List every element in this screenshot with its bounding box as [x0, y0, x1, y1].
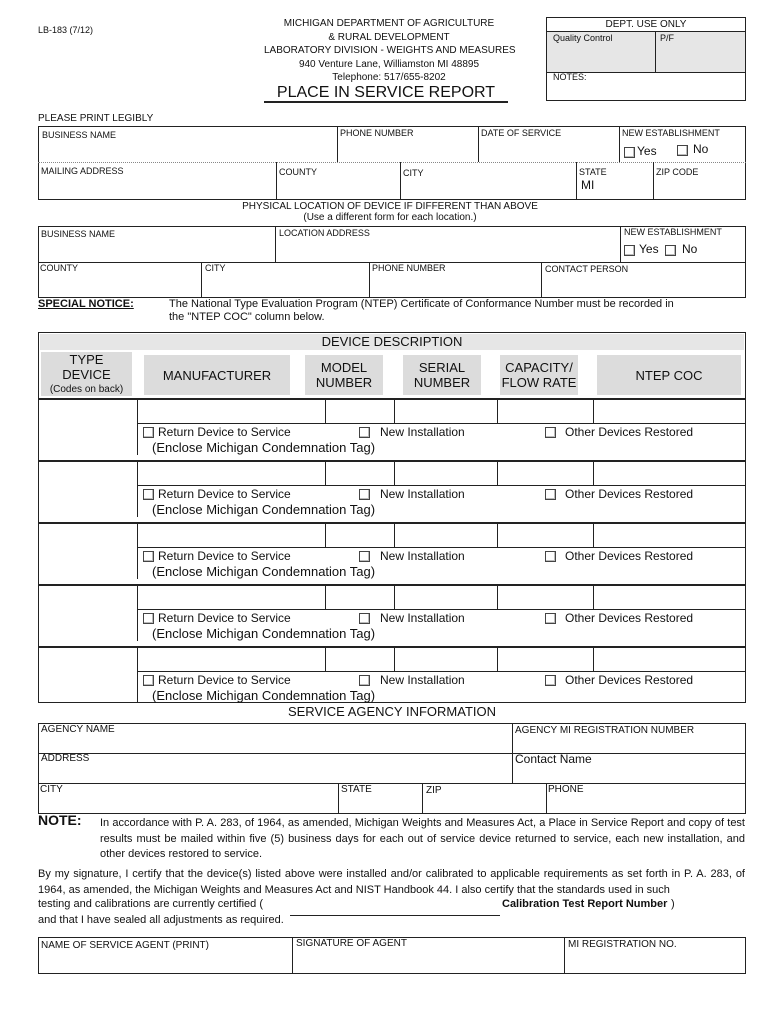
col-capacity-header: CAPACITY/ FLOW RATE — [500, 355, 578, 395]
return-to-service-label: Return Device to Service — [158, 611, 291, 625]
col-type-header — [41, 352, 132, 396]
phys-no-label: No — [682, 242, 698, 256]
sa-state-label: STATE — [341, 784, 372, 795]
phone-number-label: PHONE NUMBER — [340, 128, 414, 138]
other-restored-label: Other Devices Restored — [565, 487, 694, 501]
business-name-label: BUSINESS NAME — [42, 130, 117, 140]
agency-block — [264, 17, 514, 85]
col-manufacturer-header: MANUFACTURER — [144, 355, 290, 395]
new-installation-checkbox[interactable] — [359, 551, 370, 562]
new-installation-label: New Installation — [380, 673, 465, 687]
new-installation-label: New Installation — [380, 611, 465, 625]
agency-line3: LABORATORY DIVISION - WEIGHTS AND MEASURES — [264, 45, 516, 56]
sa-zip-label: ZIP — [426, 785, 442, 796]
mi-reg-label: MI REGISTRATION NO. — [568, 939, 677, 950]
device-row-divider — [38, 398, 746, 400]
yes-label: Yes — [637, 144, 657, 158]
special-notice-line1: The National Type Evaluation Program (NTEP) Certificate of Conformance Number must be recorded in — [169, 298, 674, 310]
note-label: NOTE: — [38, 812, 82, 828]
certify-close-paren: ) — [671, 898, 675, 910]
enclose-tag-label: (Enclose Michigan Condemnation Tag) — [152, 440, 376, 455]
device-row-divider — [38, 584, 746, 586]
return-to-service-checkbox[interactable] — [143, 613, 154, 624]
other-restored-checkbox[interactable] — [545, 551, 556, 562]
agency-line1: MICHIGAN DEPARTMENT OF AGRICULTURE — [283, 18, 495, 29]
other-restored-label: Other Devices Restored — [565, 673, 694, 687]
new-est-no-checkbox[interactable] — [677, 145, 688, 156]
other-restored-checkbox[interactable] — [545, 427, 556, 438]
phys-new-est-yes-checkbox[interactable] — [624, 245, 635, 256]
other-restored-label: Other Devices Restored — [565, 549, 694, 563]
no-label: No — [693, 142, 709, 156]
other-restored-checkbox[interactable] — [545, 675, 556, 686]
return-to-service-label: Return Device to Service — [158, 487, 291, 501]
phys-yes-label: Yes — [639, 242, 659, 256]
phys-city-label: CITY — [205, 263, 226, 273]
new-establishment-label: NEW ESTABLISHMENT — [622, 128, 720, 138]
other-restored-checkbox[interactable] — [545, 489, 556, 500]
signature-label: SIGNATURE OF AGENT — [296, 938, 407, 949]
new-installation-checkbox[interactable] — [359, 613, 370, 624]
state-label: STATE — [579, 167, 607, 177]
note-text: In accordance with P. A. 283, of 1964, as amended, Michigan Weights and Measures Act, a Place in Service Report and copy of test results must be mailed within five (5) business days for each out of service device returned to service, each new installation, and other devices restored to service. — [100, 817, 745, 860]
county-label: COUNTY — [279, 167, 317, 177]
physical-subheading: (Use a different form for each location.) — [303, 212, 477, 223]
special-notice-line2: the "NTEP COC" column below. — [169, 311, 325, 323]
new-installation-label: New Installation — [380, 487, 465, 501]
quality-control-label: Quality Control — [553, 33, 613, 43]
agent-name-label: NAME OF SERVICE AGENT (PRINT) — [41, 940, 209, 951]
special-notice-label: SPECIAL NOTICE: — [38, 298, 134, 310]
state-value: MI — [581, 178, 595, 192]
address-label: ADDRESS — [41, 753, 90, 764]
col-model-header: MODEL NUMBER — [305, 355, 383, 395]
new-installation-checkbox[interactable] — [359, 675, 370, 686]
certify-text: By my signature, I certify that the device(s) listed above were installed and/or calibrated to applicable requirements as set forth in P. A. 283, of 1964, as amended, the Michigan Weights and Measures Act and NIST Handbook 44. I also certify that the standards used in such — [38, 868, 745, 896]
agency-line2: & RURAL DEVELOPMENT — [328, 31, 450, 43]
zip-code-label: ZIP CODE — [656, 167, 699, 177]
notes-label: NOTES: — [553, 72, 587, 82]
calibration-label: Calibration Test Report Number — [502, 898, 668, 910]
new-installation-label: New Installation — [380, 549, 465, 563]
certify-line3: testing and calibrations are currently certified ( — [38, 898, 263, 910]
enclose-tag-label: (Enclose Michigan Condemnation Tag) — [152, 564, 376, 579]
phys-business-name-label: BUSINESS NAME — [41, 229, 116, 239]
return-to-service-checkbox[interactable] — [143, 489, 154, 500]
return-to-service-label: Return Device to Service — [158, 425, 291, 439]
col-type-line3: (Codes on back) — [49, 383, 124, 395]
date-of-service-label: DATE OF SERVICE — [481, 128, 562, 138]
form-id: LB-183 (7/12) — [38, 25, 94, 35]
agency-name-label: AGENCY NAME — [41, 724, 115, 735]
agency-line4: 940 Venture Lane, Williamston MI 48895 — [298, 58, 480, 70]
other-restored-label: Other Devices Restored — [565, 425, 694, 439]
title-underline — [264, 101, 508, 103]
col-type-line2: DEVICE — [62, 366, 111, 382]
phys-new-establishment-label: NEW ESTABLISHMENT — [624, 227, 722, 237]
enclose-tag-label: (Enclose Michigan Condemnation Tag) — [152, 688, 376, 703]
city-label: CITY — [403, 168, 424, 178]
new-installation-label: New Installation — [380, 425, 465, 439]
contact-name-label: Contact Name — [515, 752, 592, 766]
new-installation-checkbox[interactable] — [359, 489, 370, 500]
device-row-divider — [38, 646, 746, 648]
service-agency-box — [38, 723, 746, 814]
other-restored-label: Other Devices Restored — [565, 611, 694, 625]
sa-phone-label: PHONE — [548, 784, 584, 795]
please-print: PLEASE PRINT LEGIBLY — [38, 113, 154, 124]
return-to-service-checkbox[interactable] — [143, 551, 154, 562]
location-address-label: LOCATION ADDRESS — [279, 228, 370, 238]
page-title: PLACE IN SERVICE REPORT — [276, 84, 496, 101]
sa-city-label: CITY — [40, 784, 63, 795]
phys-phone-label: PHONE NUMBER — [372, 263, 446, 273]
physical-heading: PHYSICAL LOCATION OF DEVICE IF DIFFERENT THAN ABOVE — [242, 201, 538, 212]
phys-new-est-no-checkbox[interactable] — [665, 245, 676, 256]
new-installation-checkbox[interactable] — [359, 427, 370, 438]
return-to-service-label: Return Device to Service — [158, 549, 291, 563]
device-row-divider — [38, 522, 746, 524]
enclose-tag-label: (Enclose Michigan Condemnation Tag) — [152, 626, 376, 641]
certify-line4: and that I have sealed all adjustments as required. — [38, 914, 284, 926]
dept-use-heading: DEPT. USE ONLY — [605, 19, 687, 30]
mailing-address-label: MAILING ADDRESS — [41, 166, 124, 176]
return-to-service-checkbox[interactable] — [143, 427, 154, 438]
col-serial-header: SERIAL NUMBER — [403, 355, 481, 395]
device-row-divider — [38, 460, 746, 462]
device-heading: DEVICE DESCRIPTION — [321, 334, 463, 349]
return-to-service-checkbox[interactable] — [143, 675, 154, 686]
pf-label: P/F — [660, 33, 675, 43]
col-type-line1: TYPE — [69, 351, 104, 367]
new-est-yes-checkbox[interactable] — [624, 147, 635, 158]
service-agency-heading: SERVICE AGENCY INFORMATION — [287, 704, 497, 719]
col-ntep-header: NTEP COC — [597, 355, 741, 395]
return-to-service-label: Return Device to Service — [158, 673, 291, 687]
contact-person-label: CONTACT PERSON — [545, 264, 629, 274]
agency-mi-reg-label: AGENCY MI REGISTRATION NUMBER — [515, 725, 695, 736]
calibration-number-line[interactable] — [290, 915, 500, 916]
enclose-tag-label: (Enclose Michigan Condemnation Tag) — [152, 502, 376, 517]
phys-county-label: COUNTY — [40, 263, 78, 273]
agency-line5: Telephone: 517/655-8202 — [332, 72, 446, 83]
other-restored-checkbox[interactable] — [545, 613, 556, 624]
